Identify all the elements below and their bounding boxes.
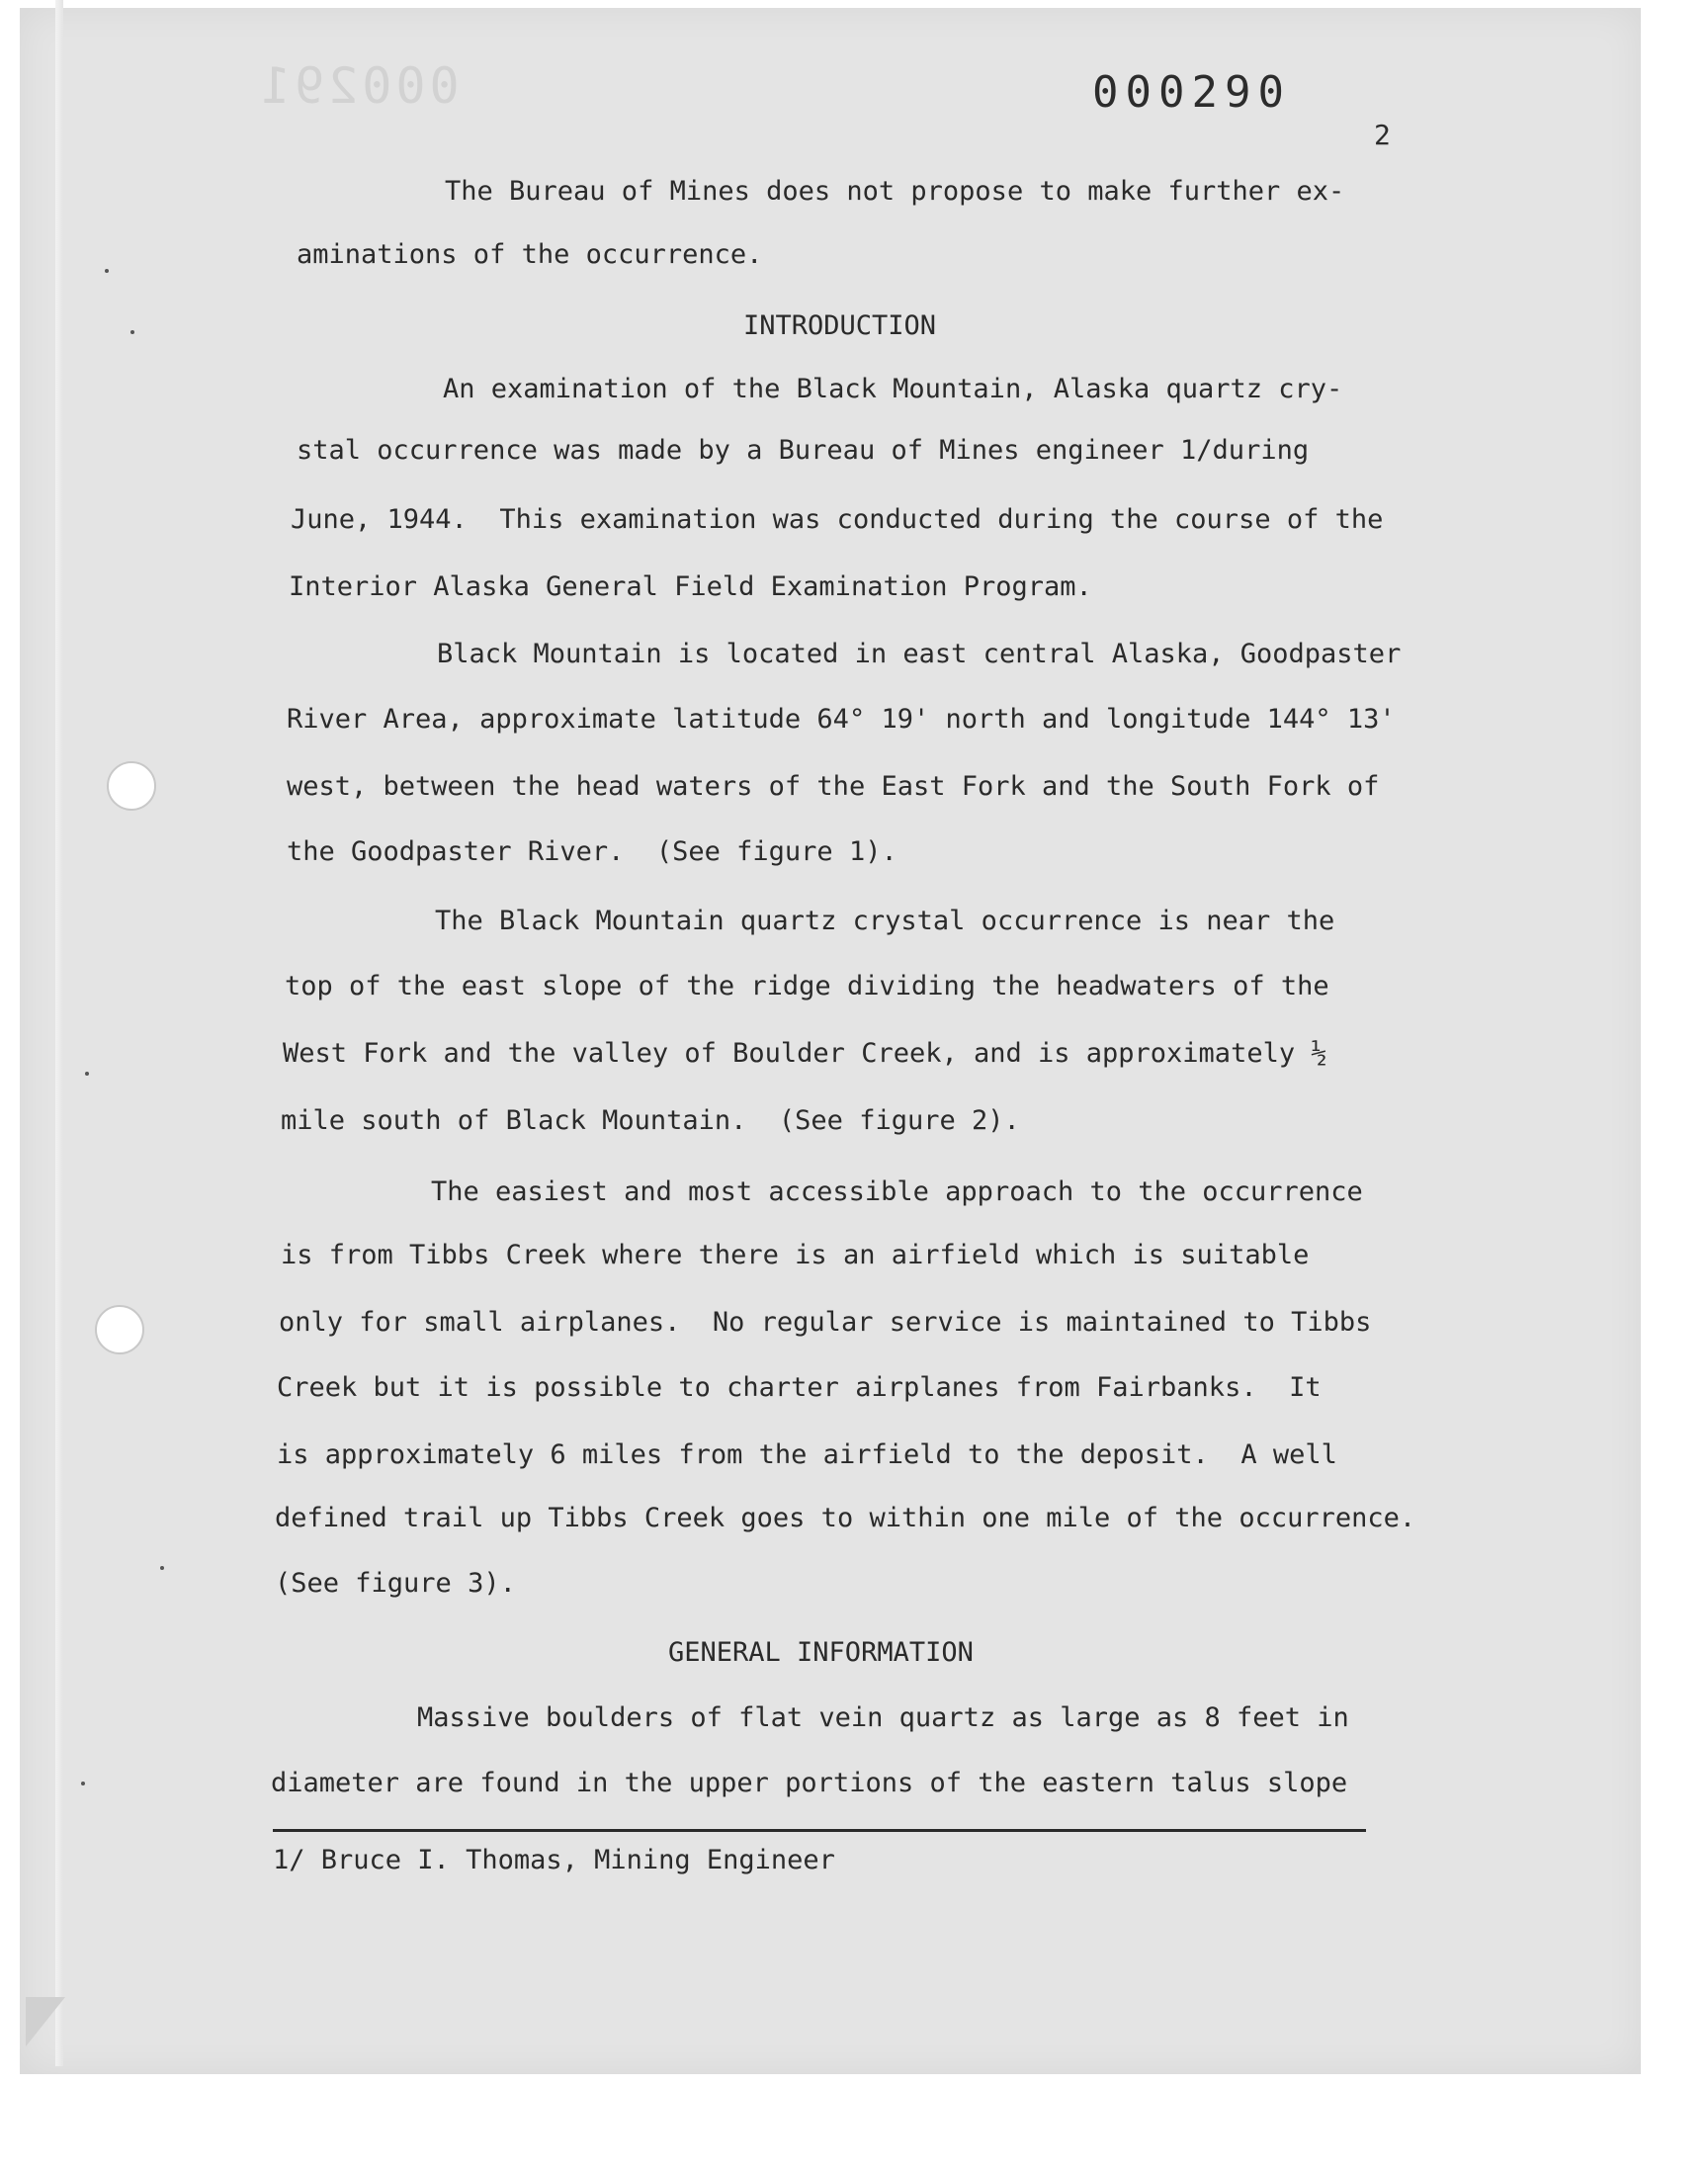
footnote: 1/ Bruce I. Thomas, Mining Engineer	[273, 1845, 835, 1875]
body-line: West Fork and the valley of Boulder Creek, and is approximately ½	[283, 1038, 1327, 1069]
body-line: the Goodpaster River. (See figure 1).	[287, 836, 897, 867]
body-line: The Bureau of Mines does not propose to make further ex-	[445, 176, 1345, 207]
page-number: 2	[1374, 119, 1391, 151]
body-line: Massive boulders of flat vein quartz as large as 8 feet in	[417, 1702, 1349, 1733]
body-line: top of the east slope of the ridge dividing the headwaters of the	[285, 971, 1329, 1001]
section-heading: INTRODUCTION	[743, 310, 937, 341]
body-line: stal occurrence was made by a Bureau of Mines engineer 1/during	[297, 435, 1310, 466]
body-line: An examination of the Black Mountain, Alaska quartz cry-	[443, 374, 1343, 404]
speck	[160, 1566, 164, 1570]
body-line: The easiest and most accessible approach to the occurrence	[431, 1176, 1363, 1207]
body-line: aminations of the occurrence.	[297, 239, 763, 270]
footnote-divider	[273, 1829, 1366, 1832]
corner-fold	[26, 1997, 65, 2046]
speck	[85, 1072, 89, 1076]
document-stamp-number: 000290	[1092, 67, 1291, 118]
body-line: (See figure 3).	[275, 1568, 516, 1599]
body-line: west, between the head waters of the East Fork and the South Fork of	[287, 771, 1380, 802]
body-line: The Black Mountain quartz crystal occurrence is near the	[435, 906, 1335, 936]
speck	[81, 1782, 85, 1785]
body-line: diameter are found in the upper portions of the eastern talus slope	[271, 1768, 1348, 1798]
speck	[130, 330, 134, 334]
body-line: is approximately 6 miles from the airfield to the deposit. A well	[277, 1439, 1337, 1470]
body-line: June, 1944. This examination was conducted during the course of the	[291, 504, 1384, 535]
punch-hole	[107, 761, 156, 811]
punch-hole	[95, 1305, 144, 1354]
bleedthrough-number: 000291	[257, 57, 460, 115]
body-line: is from Tibbs Creek where there is an airfield which is suitable	[281, 1240, 1310, 1270]
body-line: Interior Alaska General Field Examination Program.	[289, 571, 1092, 602]
body-line: Creek but it is possible to charter airplanes from Fairbanks. It	[277, 1372, 1322, 1403]
body-line: defined trail up Tibbs Creek goes to within one mile of the occurrence.	[275, 1503, 1416, 1533]
speck	[105, 269, 109, 273]
body-line: River Area, approximate latitude 64° 19' north and longitude 144° 13'	[287, 704, 1396, 735]
page-edge	[55, 0, 63, 2066]
section-heading: GENERAL INFORMATION	[668, 1637, 974, 1668]
body-line: only for small airplanes. No regular service is maintained to Tibbs	[279, 1307, 1372, 1338]
body-line: Black Mountain is located in east central Alaska, Goodpaster	[437, 639, 1402, 669]
body-line: mile south of Black Mountain. (See figure 2).	[281, 1105, 1020, 1136]
